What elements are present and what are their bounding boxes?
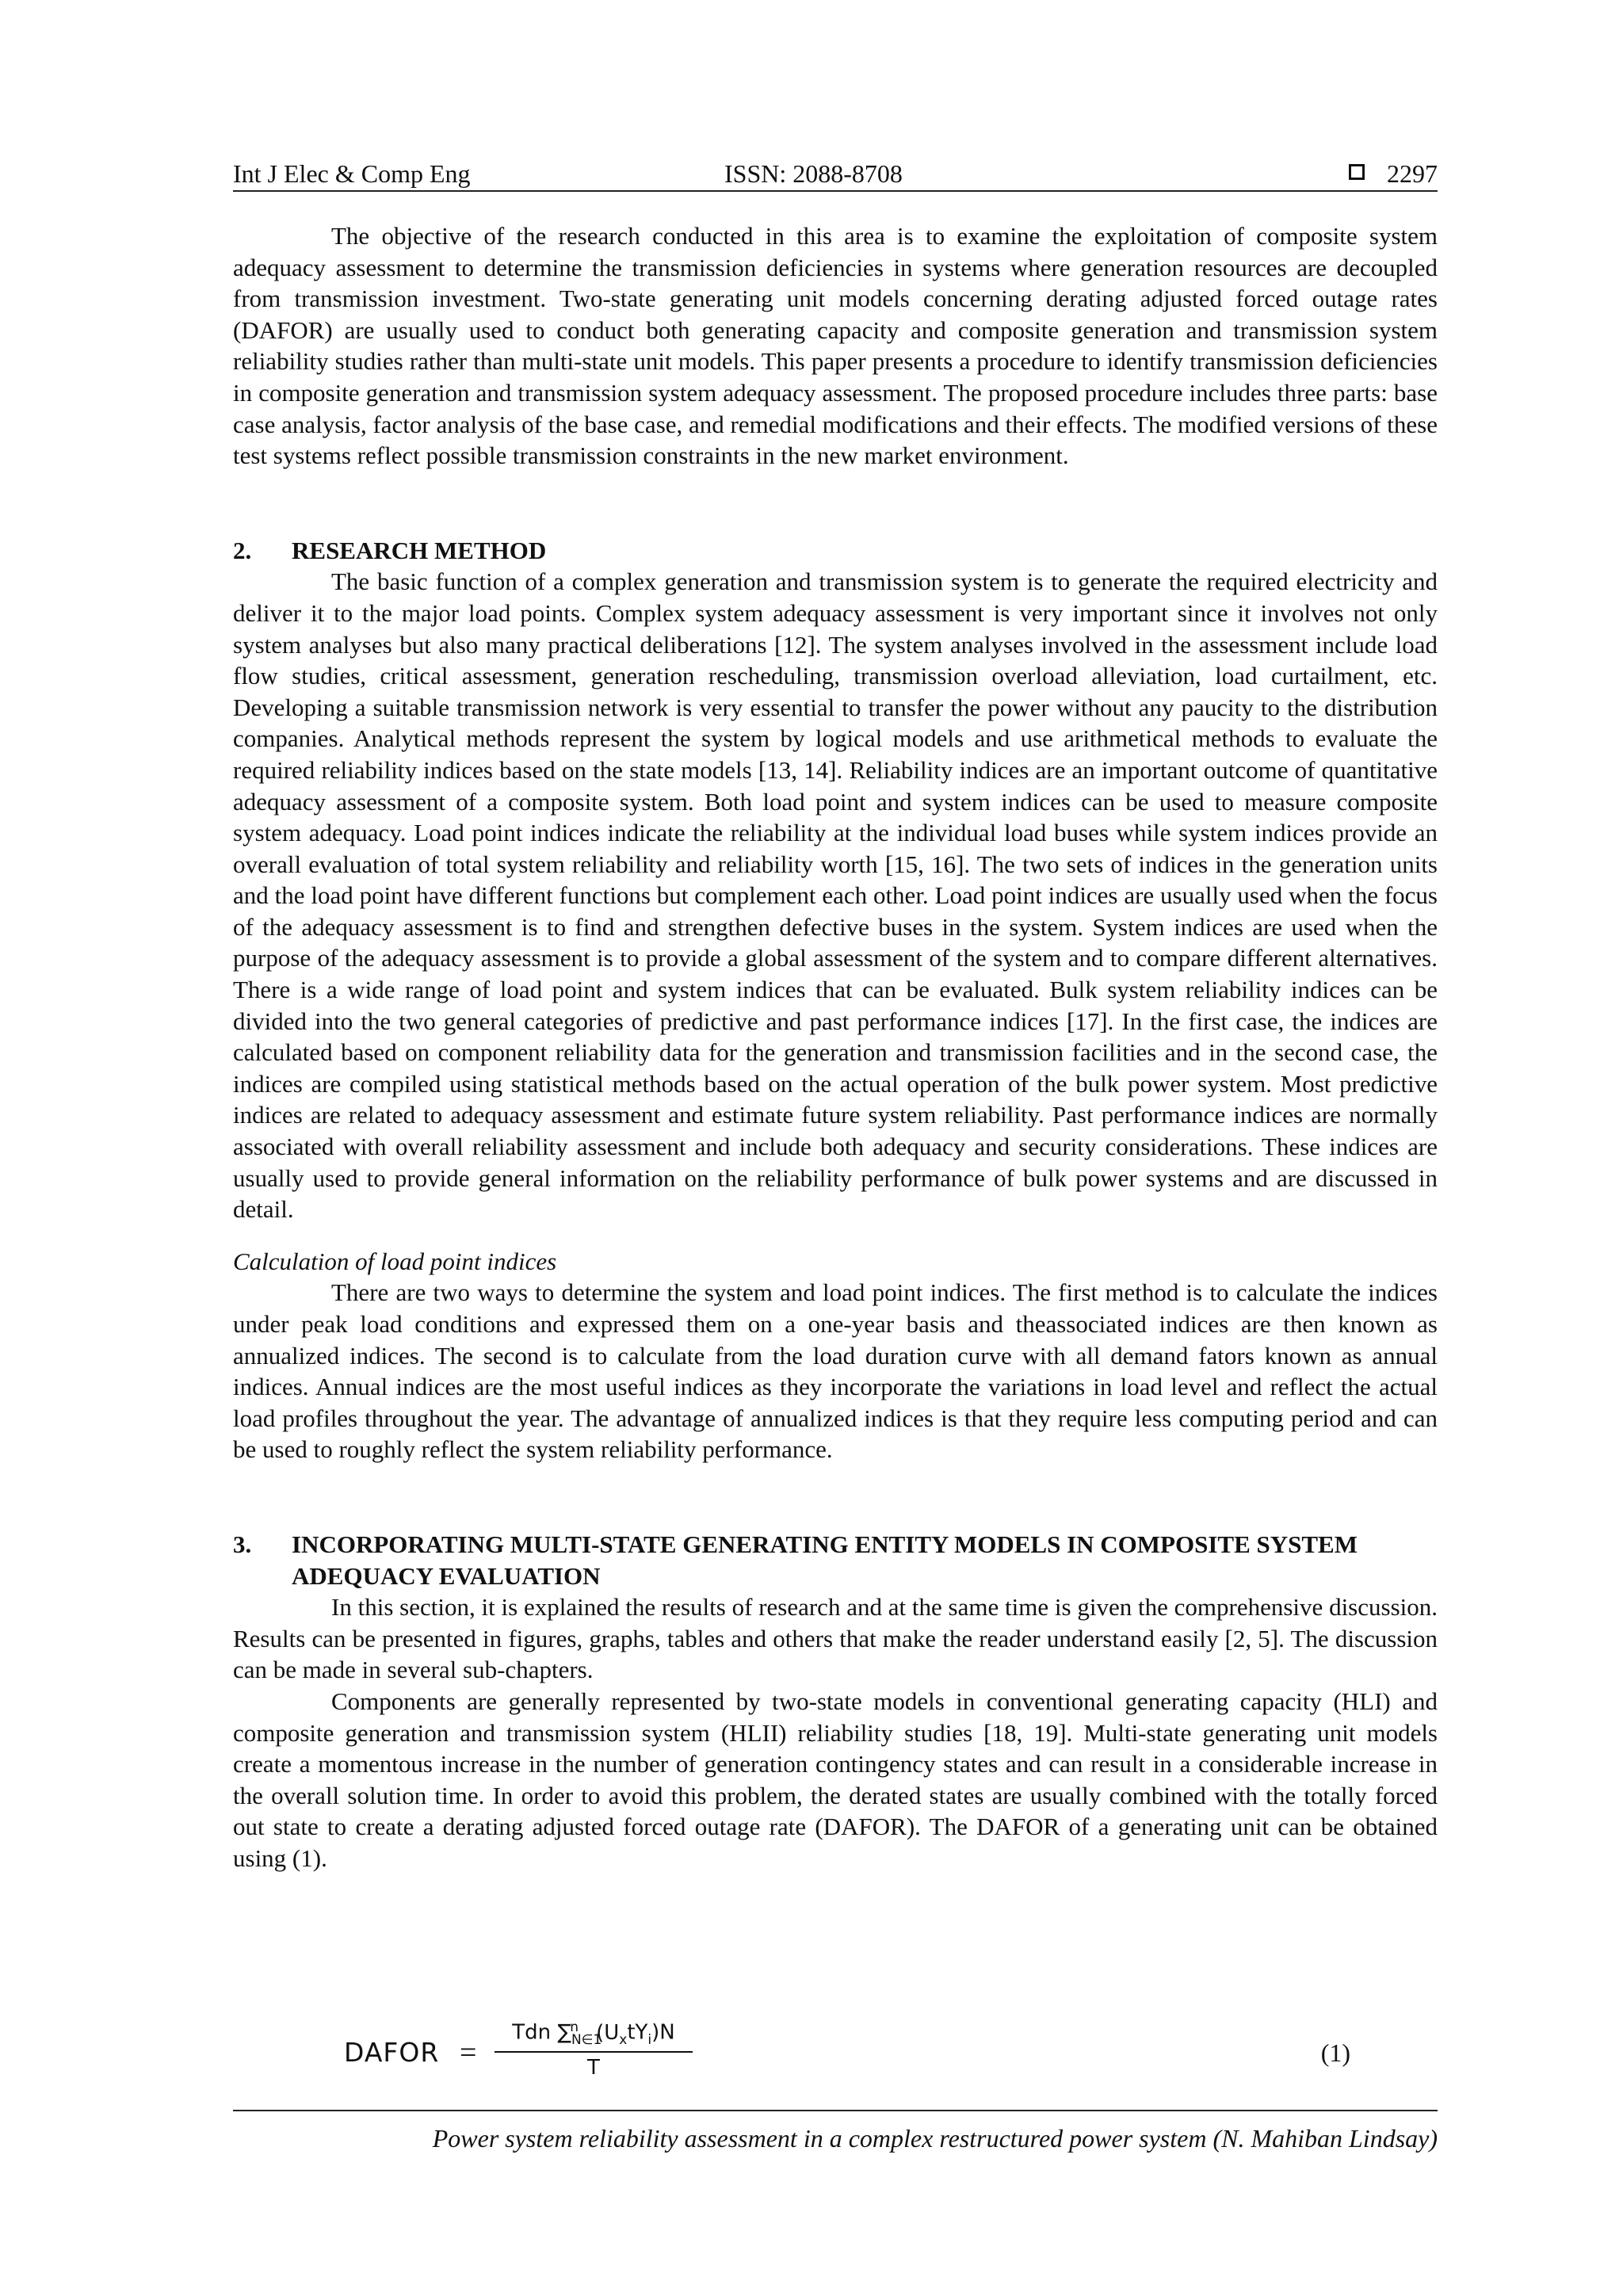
journal-name: Int J Elec & Comp Eng	[233, 159, 471, 188]
page-header	[233, 155, 1438, 192]
equation-1	[233, 2019, 1438, 2091]
section-3-paragraph-1: In this section, it is explained the results of research and at the same time is given the comprehensive discussion. Results can be presented in figures, graphs, tables and others that make the reader understand easily [2, 5]. The discussion can be made in several sub-chapters.	[233, 1593, 1438, 1684]
subsection-gap	[233, 1225, 1438, 1246]
section-3-heading	[233, 1529, 1438, 1591]
equation-denominator: T	[587, 2055, 600, 2080]
main-text	[233, 220, 1438, 1874]
issn: ISSN: 2088-8708	[724, 159, 903, 188]
subsection-title: Calculation of load point indices	[233, 1247, 557, 1275]
equation-equals: =	[460, 2036, 477, 2069]
page-number: 2297	[1387, 159, 1438, 188]
footer-rule	[233, 2110, 1438, 2111]
section-2-number: 2.	[233, 536, 252, 564]
section-gap	[233, 472, 1438, 535]
section-3-number: 3.	[233, 1530, 252, 1558]
subsection-paragraph: There are two ways to determine the system and load point indices. The first method is to calculate the indices under peak load conditions and expressed them on a one-year basis and theassociated indices are then known as annualized indices. The second is to calculate from the load duration curve with all demand fators known as annual indices. Annual indices are the most useful indices as they incorporate the variations in load level and reflect the actual load profiles throughout the year. The advantage of annualized indices is that they require less computing period and can be used to roughly reflect the system reliability performance.	[233, 1278, 1438, 1464]
page-footer: Power system reliability assessment in a complex restructured power system (N. Mahiban Lindsay)	[432, 2124, 1438, 2153]
section-2-paragraph: The basic function of a complex generation and transmission system is to generate the required electricity and deliver it to the major load points. Complex system adequacy assessment is very important since it involves not only system analyses but also many practical deliberations [12]. The system analyses involved in the assessment include load flow studies, critical assessment, generation rescheduling, transmission overload alleviation, load curtailment, etc. Developing a suitable transmission network is very essential to transfer the power without any paucity to the distribution companies. Analytical methods represent the system by logical models and use arithmetical methods to evaluate the required reliability indices based on the state models [13, 14]. Reliability indices are an important outcome of quantitative adequacy assessment of a composite system. Both load point and system indices can be used to measure composite system adequacy. Load point indices indicate the reliability at the individual load buses while system indices provide an overall evaluation of total system reliability and reliability worth [15, 16]. The two sets of indices in the generation units and the load point have different functions but complement each other. Load point indices are usually used when the focus of the adequacy assessment is to find and strengthen defective buses in the system. System indices are used when the purpose of the adequacy assessment is to provide a global assessment of the system and to compare different alternatives. There is a wide range of load point and system indices that can be evaluated. Bulk system reliability indices can be divided into the two general categories of predictive and past performance indices [17]. In the first case, the indices are calculated based on component reliability data for the generation and transmission facilities and in the second case, the indices are compiled using statistical methods based on the actual operation of the bulk power system. Most predictive indices are related to adequacy assessment and estimate future system reliability. Past performance indices are normally associated with overall reliability assessment and include both adequacy and security considerations. These indices are usually used to provide general information on the reliability performance of bulk power systems and are discussed in detail.	[233, 567, 1438, 1224]
section-2-title: RESEARCH METHOD	[292, 536, 547, 564]
equation-numerator: Tdn $\sum_{N\in 1}^n$ $(U_xtY_i)N$	[495, 2019, 693, 2053]
sum-lower-limit: N∈1	[571, 2031, 602, 2048]
section-3-paragraph-2: Components are generally represented by two-state models in conventional generating capacity (HLI) and composite generation and transmission system (HLII) reliability studies [18, 19]. Multi-state generating unit models create a momentous increase in the number of generation contingency states and can result in a considerable increase in the overall solution time. In order to avoid this problem, the derated states are usually combined with the totally forced out state to create a derating adjusted forced outage rate (DAFOR). The DAFOR of a generating unit can be obtained using (1).	[233, 1687, 1438, 1872]
intro-paragraph: The objective of the research conducted in this area is to examine the exploitation of composite system adequacy assessment to determine the transmission deficiencies in systems where generation resources are decoupled from transmission investment. Two-state generating unit models concerning derating adjusted forced outage rates (DAFOR) are usually used to conduct both generating capacity and composite generation and transmission system reliability studies rather than multi-state unit models. This paper presents a procedure to identify transmission deficiencies in composite generation and transmission system adequacy assessment. The proposed procedure includes three parts: base case analysis, factor analysis of the base case, and remedial modifications and their effects. The modified versions of these test systems reflect possible transmission constraints in the new market environment.	[233, 222, 1438, 470]
header-rule	[233, 190, 1438, 192]
section-2-heading	[233, 535, 1438, 567]
section-3-title: INCORPORATING MULTI-STATE GENERATING ENTITY MODELS IN COMPOSITE SYSTEM ADEQUACY EVALUATION	[292, 1530, 1358, 1590]
equation-label: (1)	[1320, 2038, 1350, 2067]
equation-fraction	[495, 2019, 693, 2080]
sum-upper-limit: n	[570, 2019, 579, 2035]
summation-symbol: ∑	[557, 2020, 571, 2045]
equation-lhs: DAFOR	[344, 2037, 440, 2068]
section-gap	[233, 1465, 1438, 1529]
square-box-icon	[1349, 164, 1365, 180]
